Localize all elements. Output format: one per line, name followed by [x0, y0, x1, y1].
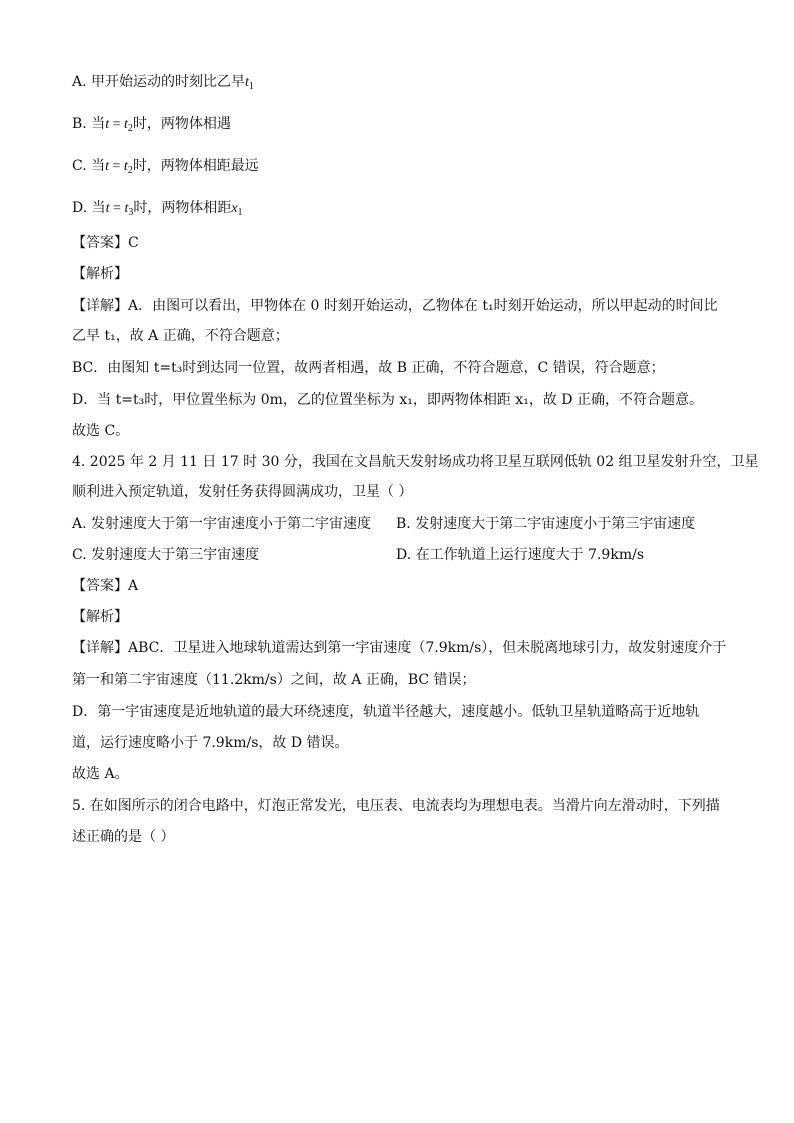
q4-option-c: C. 发射速度大于第三宇宙速度: [72, 547, 260, 563]
q4-detail-line-2: 第一和第二宇宙速度（11.2km/s）之间，故 A 正确，BC 错误；: [72, 672, 476, 688]
q3-option-d-suffix: 时，两物体相距: [133, 200, 232, 216]
q3-option-a-math: $t_1$: [245, 75, 254, 92]
q4-conclusion: 故选 A。: [72, 766, 129, 782]
q4-detail-line-1: 【详解】ABC．卫星进入地球轨道需达到第一宇宙速度（7.9km/s），但未脱离地球引力，故发射速度介于: [72, 640, 727, 656]
q3-detail-line-2: 乙早 t₁，故 A 正确，不符合题意；: [72, 328, 289, 344]
q4-stem-line-2: 顺利进入预定轨道，发射任务获得圆满成功，卫星（ ）: [72, 484, 413, 500]
q5-stem-line-1: 5. 在如图所示的闭合电路中，灯泡正常发光，电压表、电流表均为理想电表。当滑片向左滑动时，下列描: [72, 798, 720, 814]
q3-option-a-text: A. 甲开始运动的时刻比乙早: [72, 74, 246, 90]
q4-detail-line-4: 道，运行速度略小于 7.9km/s，故 D 错误。: [72, 735, 349, 751]
q4-option-d: D. 在工作轨道上运行速度大于 7.9km/s: [396, 547, 645, 563]
q3-option-c-suffix: 时，两物体相距最远: [132, 158, 259, 174]
q3-option-d-math: $t = t_3$: [105, 201, 134, 218]
q3-option-a: [72, 72, 254, 93]
q4-detail-line-3: D．第一宇宙速度是近地轨道的最大环绕速度，轨道半径越大，速度越小。低轨卫星轨道略高于近地轨: [72, 704, 700, 720]
q3-answer: 【答案】C: [72, 235, 139, 251]
q3-option-b-suffix: 时，两物体相遇: [132, 116, 231, 132]
q3-option-c: [72, 156, 259, 177]
q3-option-b-prefix: B. 当: [72, 116, 106, 132]
q3-option-c-math: $t = t_2$: [105, 159, 133, 176]
q3-option-c-prefix: C. 当: [72, 158, 106, 174]
q4-analysis-label: 【解析】: [72, 609, 128, 625]
q3-conclusion: 故选 C。: [72, 423, 130, 439]
q3-option-d-prefix: D. 当: [72, 200, 106, 216]
q5-stem-line-2: 述正确的是（ ）: [72, 829, 175, 845]
q4-option-a: A. 发射速度大于第一宇宙速度小于第二宇宙速度: [72, 516, 372, 532]
q4-option-b: B. 发射速度大于第二宇宙速度小于第三宇宙速度: [396, 516, 696, 532]
q3-detail-line-4: D．当 t=t₃时，甲位置坐标为 0m，乙的位置坐标为 x₁，即两物体相距 x₁，故 D 正确，不符合题意。: [72, 392, 703, 408]
q3-analysis-label: 【解析】: [72, 266, 128, 282]
q3-detail-line-3: BC．由图知 t=t₃时到达同一位置，故两者相遇，故 B 正确，不符合题意，C 错误，符合题意；: [72, 360, 665, 376]
q4-answer: 【答案】A: [72, 578, 139, 594]
q3-option-b-math: $t = t_2$: [105, 117, 133, 134]
q3-detail-line-1: 【详解】A．由图可以看出，甲物体在 0 时刻开始运动，乙物体在 t₁时刻开始运动，所以甲起动的时间比: [72, 298, 718, 314]
q3-option-d-x1: $x_1$: [231, 201, 243, 218]
q3-option-d: [72, 198, 243, 219]
q3-option-b: [72, 114, 231, 135]
q4-stem-line-1: 4. 2025 年 2 月 11 日 17 时 30 分，我国在文昌航天发射场成功将卫星互联网低轨 02 组卫星发射升空，卫星: [72, 454, 759, 470]
